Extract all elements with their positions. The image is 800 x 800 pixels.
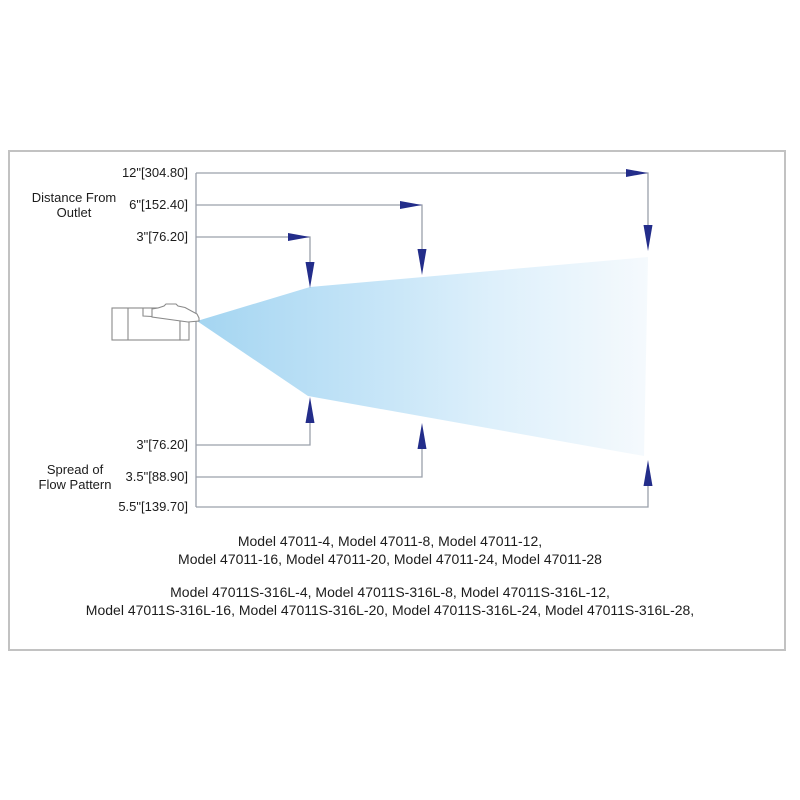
nozzle-collar — [180, 321, 189, 340]
model-list-group2-line1: Model 47011S-316L-4, Model 47011S-316L-8, Model 47011S-316L-12, — [170, 584, 610, 600]
dim-line-3.5in-spread — [196, 447, 422, 477]
distance-tick-12in: 12"[304.80] — [121, 165, 188, 180]
distance-tick-6in: 6"[152.40] — [129, 197, 188, 212]
distance-label-line1: Distance From — [31, 190, 117, 205]
spread-tick-3in: 3"[76.20] — [136, 437, 188, 452]
spread-label-line2: Flow Pattern — [38, 477, 112, 492]
arrow-right-3in — [288, 233, 310, 241]
dim-line-5.5in-spread — [196, 484, 648, 507]
arrow-down-6in — [418, 249, 427, 275]
model-list-group1-line2: Model 47011-16, Model 47011-20, Model 47011-24, Model 47011-28 — [178, 551, 602, 567]
nozzle-drawing — [112, 304, 199, 340]
spread-tick-3.5in: 3.5"[88.90] — [125, 469, 188, 484]
spread-label-line1: Spread of — [46, 462, 104, 477]
arrow-up-5.5in-spread — [644, 460, 653, 486]
distance-tick-3in: 3"[76.20] — [136, 229, 188, 244]
arrow-up-3in-spread — [306, 397, 315, 423]
distance-label-line2: Outlet — [56, 205, 92, 220]
arrow-down-12in — [644, 225, 653, 251]
spread-tick-5.5in: 5.5"[139.70] — [118, 499, 188, 514]
model-list-group1-line1: Model 47011-4, Model 47011-8, Model 47011-12, — [237, 533, 543, 549]
arrow-down-3in — [306, 262, 315, 288]
dim-line-6in-distance — [196, 205, 422, 250]
dim-line-3in-spread — [196, 421, 310, 445]
arrow-right-6in — [400, 201, 422, 209]
arrow-right-12in — [626, 169, 648, 177]
model-list-group2-line2: Model 47011S-316L-16, Model 47011S-316L-20, Model 47011S-316L-24, Model 47011S-316L-28, — [85, 602, 695, 618]
arrow-up-3.5in-spread — [418, 423, 427, 449]
dim-line-3in-distance — [196, 237, 310, 263]
